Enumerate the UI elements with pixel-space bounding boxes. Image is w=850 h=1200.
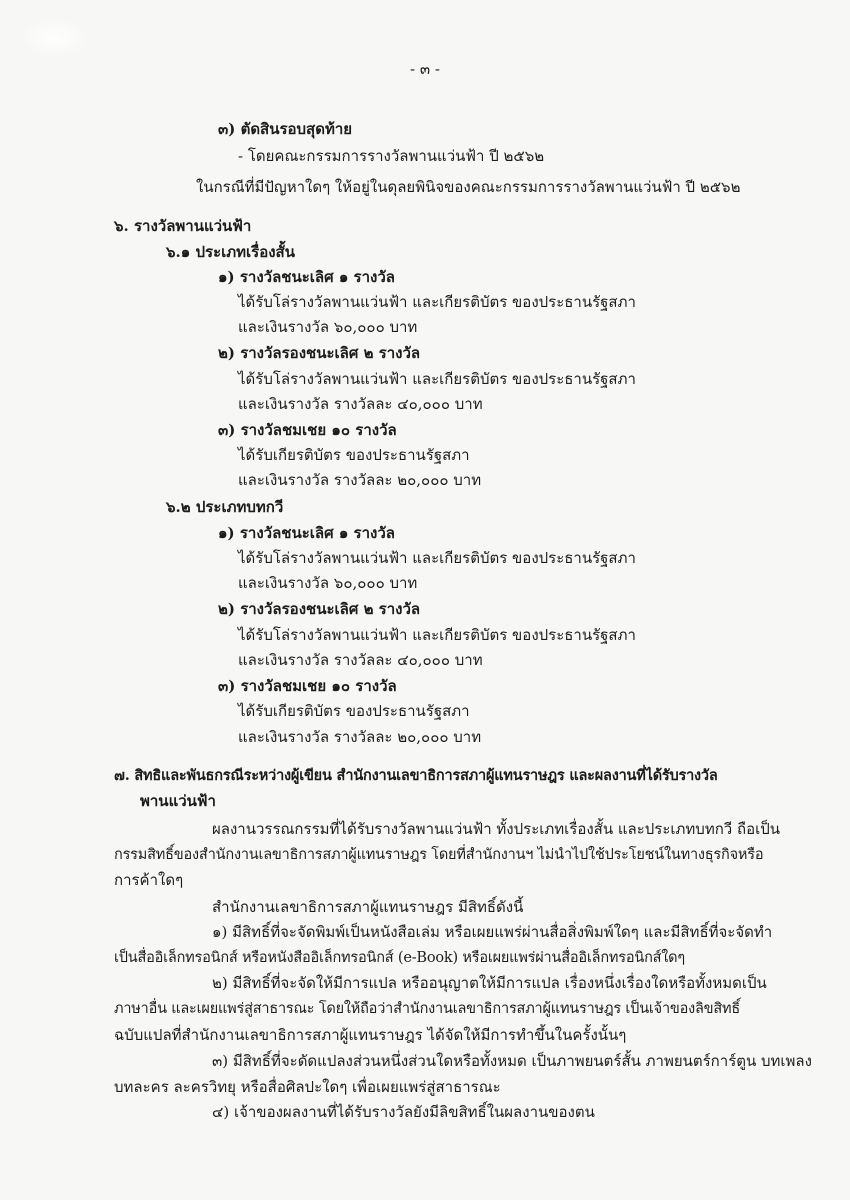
- right3-line2: บทละคร ละครวิทยุ หรือสื่อศิลปะใดๆ เพื่อเผยแพร่สู่สาธารณะ: [114, 1078, 501, 1096]
- poetry-award3-title: ๓) รางวัลชมเชย ๑๐ รางวัล: [218, 677, 397, 695]
- short-story-award3-title: ๓) รางวัลชมเชย ๑๐ รางวัล: [218, 421, 397, 439]
- short-story-award2-line2: และเงินรางวัล รางวัลละ ๔๐,๐๐๐ บาท: [238, 395, 483, 413]
- poetry-heading: ๖.๒ ประเภทบทกวี: [166, 498, 284, 516]
- short-story-award3-line2: และเงินรางวัล รางวัลละ ๒๐,๐๐๐ บาท: [238, 471, 482, 489]
- rights-intro: สำนักงานเลขาธิการสภาผู้แทนราษฎร มีสิทธิ์ดังนี้: [212, 898, 524, 916]
- section7-para1-line3: การค้าใดๆ: [114, 871, 184, 889]
- section6-heading: ๖. รางวัลพานแว่นฟ้า: [114, 217, 252, 235]
- poetry-award3-line1: ได้รับเกียรติบัตร ของประธานรัฐสภา: [238, 702, 470, 720]
- poetry-award1-line1: ได้รับโล่รางวัลพานแว่นฟ้า และเกียรติบัตร ของประธานรัฐสภา: [238, 549, 636, 567]
- short-story-award1-title: ๑) รางวัลชนะเลิศ ๑ รางวัล: [218, 268, 395, 286]
- right1-line2: เป็นสื่ออิเล็กทรอนิกส์ หรือหนังสืออิเล็กทรอนิกส์ (e-Book) หรือเผยแพร่ผ่านสื่ออิเล็กทรอนิกส์ใดๆ: [114, 950, 685, 966]
- section7-heading-line1: ๗. สิทธิและพันธกรณีระหว่างผู้เขียน สำนักงานเลขาธิการสภาผู้แทนราษฎร และผลงานที่ได้รับรางวัล: [114, 767, 718, 784]
- judging-step3-detail: - โดยคณะกรรมการรางวัลพานแว่นฟ้า ปี ๒๕๖๒: [238, 147, 545, 165]
- right2-line1: ๒) มีสิทธิ์ที่จะจัดให้มีการแปล หรืออนุญาตให้มีการแปล เรื่องหนึ่งเรื่องใดหรือทั้งหมดเป็น: [212, 974, 767, 992]
- right4-line1: ๔) เจ้าของผลงานที่ได้รับรางวัลยังมีลิขสิทธิ์ในผลงานของตน: [212, 1103, 595, 1121]
- poetry-award1-title: ๑) รางวัลชนะเลิศ ๑ รางวัล: [218, 524, 395, 542]
- right3-line1: ๓) มีสิทธิ์ที่จะดัดแปลงส่วนหนึ่งส่วนใดหรือทั้งหมด เป็นภาพยนตร์สั้น ภาพยนตร์การ์ตูน บทเพลง: [212, 1052, 812, 1070]
- poetry-award2-line1: ได้รับโล่รางวัลพานแว่นฟ้า และเกียรติบัตร ของประธานรัฐสภา: [238, 626, 636, 644]
- section7-para1-line1: ผลงานวรรณกรรมที่ได้รับรางวัลพานแว่นฟ้า ทั้งประเภทเรื่องสั้น และประเภทบทกวี ถือเป็น: [212, 820, 780, 838]
- short-story-award1-line1: ได้รับโล่รางวัลพานแว่นฟ้า และเกียรติบัตร ของประธานรัฐสภา: [238, 293, 636, 311]
- short-story-heading: ๖.๑ ประเภทเรื่องสั้น: [166, 243, 295, 261]
- right2-line2: ภาษาอื่น และเผยแพร่สู่สาธารณะ โดยให้ถือว่าสำนักงานเลขาธิการสภาผู้แทนราษฎร เป็นเจ้าของลิขสิทธิ์: [114, 1001, 741, 1017]
- section7-para1-line2: กรรมสิทธิ์ของสำนักงานเลขาธิการสภาผู้แทนราษฎร โดยที่สำนักงานฯ ไม่นำไปใช้ประโยชน์ในทางธุรกิจหรือ: [114, 847, 764, 863]
- short-story-award3-line1: ได้รับเกียรติบัตร ของประธานรัฐสภา: [238, 446, 470, 464]
- page-number: - ๓ -: [410, 60, 440, 78]
- poetry-award2-line2: และเงินรางวัล รางวัลละ ๔๐,๐๐๐ บาท: [238, 651, 483, 669]
- right1-line1: ๑) มีสิทธิ์ที่จะจัดพิมพ์เป็นหนังสือเล่ม หรือเผยแพร่ผ่านสื่อสิ่งพิมพ์ใดๆ และมีสิทธิ์ที่จะจัดทำ: [212, 923, 773, 941]
- judging-note: ในกรณีที่มีปัญหาใดๆ ให้อยู่ในดุลยพินิจของคณะกรรมการรางวัลพานแว่นฟ้า ปี ๒๕๖๒: [196, 178, 741, 196]
- poetry-award3-line2: และเงินรางวัล รางวัลละ ๒๐,๐๐๐ บาท: [238, 728, 482, 746]
- paper-crease: [20, 18, 90, 58]
- section7-heading-line2: พานแว่นฟ้า: [140, 792, 216, 810]
- poetry-award1-line2: และเงินรางวัล ๖๐,๐๐๐ บาท: [238, 574, 418, 592]
- short-story-award1-line2: และเงินรางวัล ๖๐,๐๐๐ บาท: [238, 318, 418, 336]
- judging-step3-heading: ๓) ตัดสินรอบสุดท้าย: [218, 120, 353, 138]
- right2-line3: ฉบับแปลที่สำนักงานเลขาธิการสภาผู้แทนราษฎร ได้จัดให้มีการทำขึ้นในครั้งนั้นๆ: [114, 1026, 627, 1044]
- short-story-award2-line1: ได้รับโล่รางวัลพานแว่นฟ้า และเกียรติบัตร ของประธานรัฐสภา: [238, 370, 636, 388]
- short-story-award2-title: ๒) รางวัลรองชนะเลิศ ๒ รางวัล: [218, 344, 421, 362]
- poetry-award2-title: ๒) รางวัลรองชนะเลิศ ๒ รางวัล: [218, 600, 421, 618]
